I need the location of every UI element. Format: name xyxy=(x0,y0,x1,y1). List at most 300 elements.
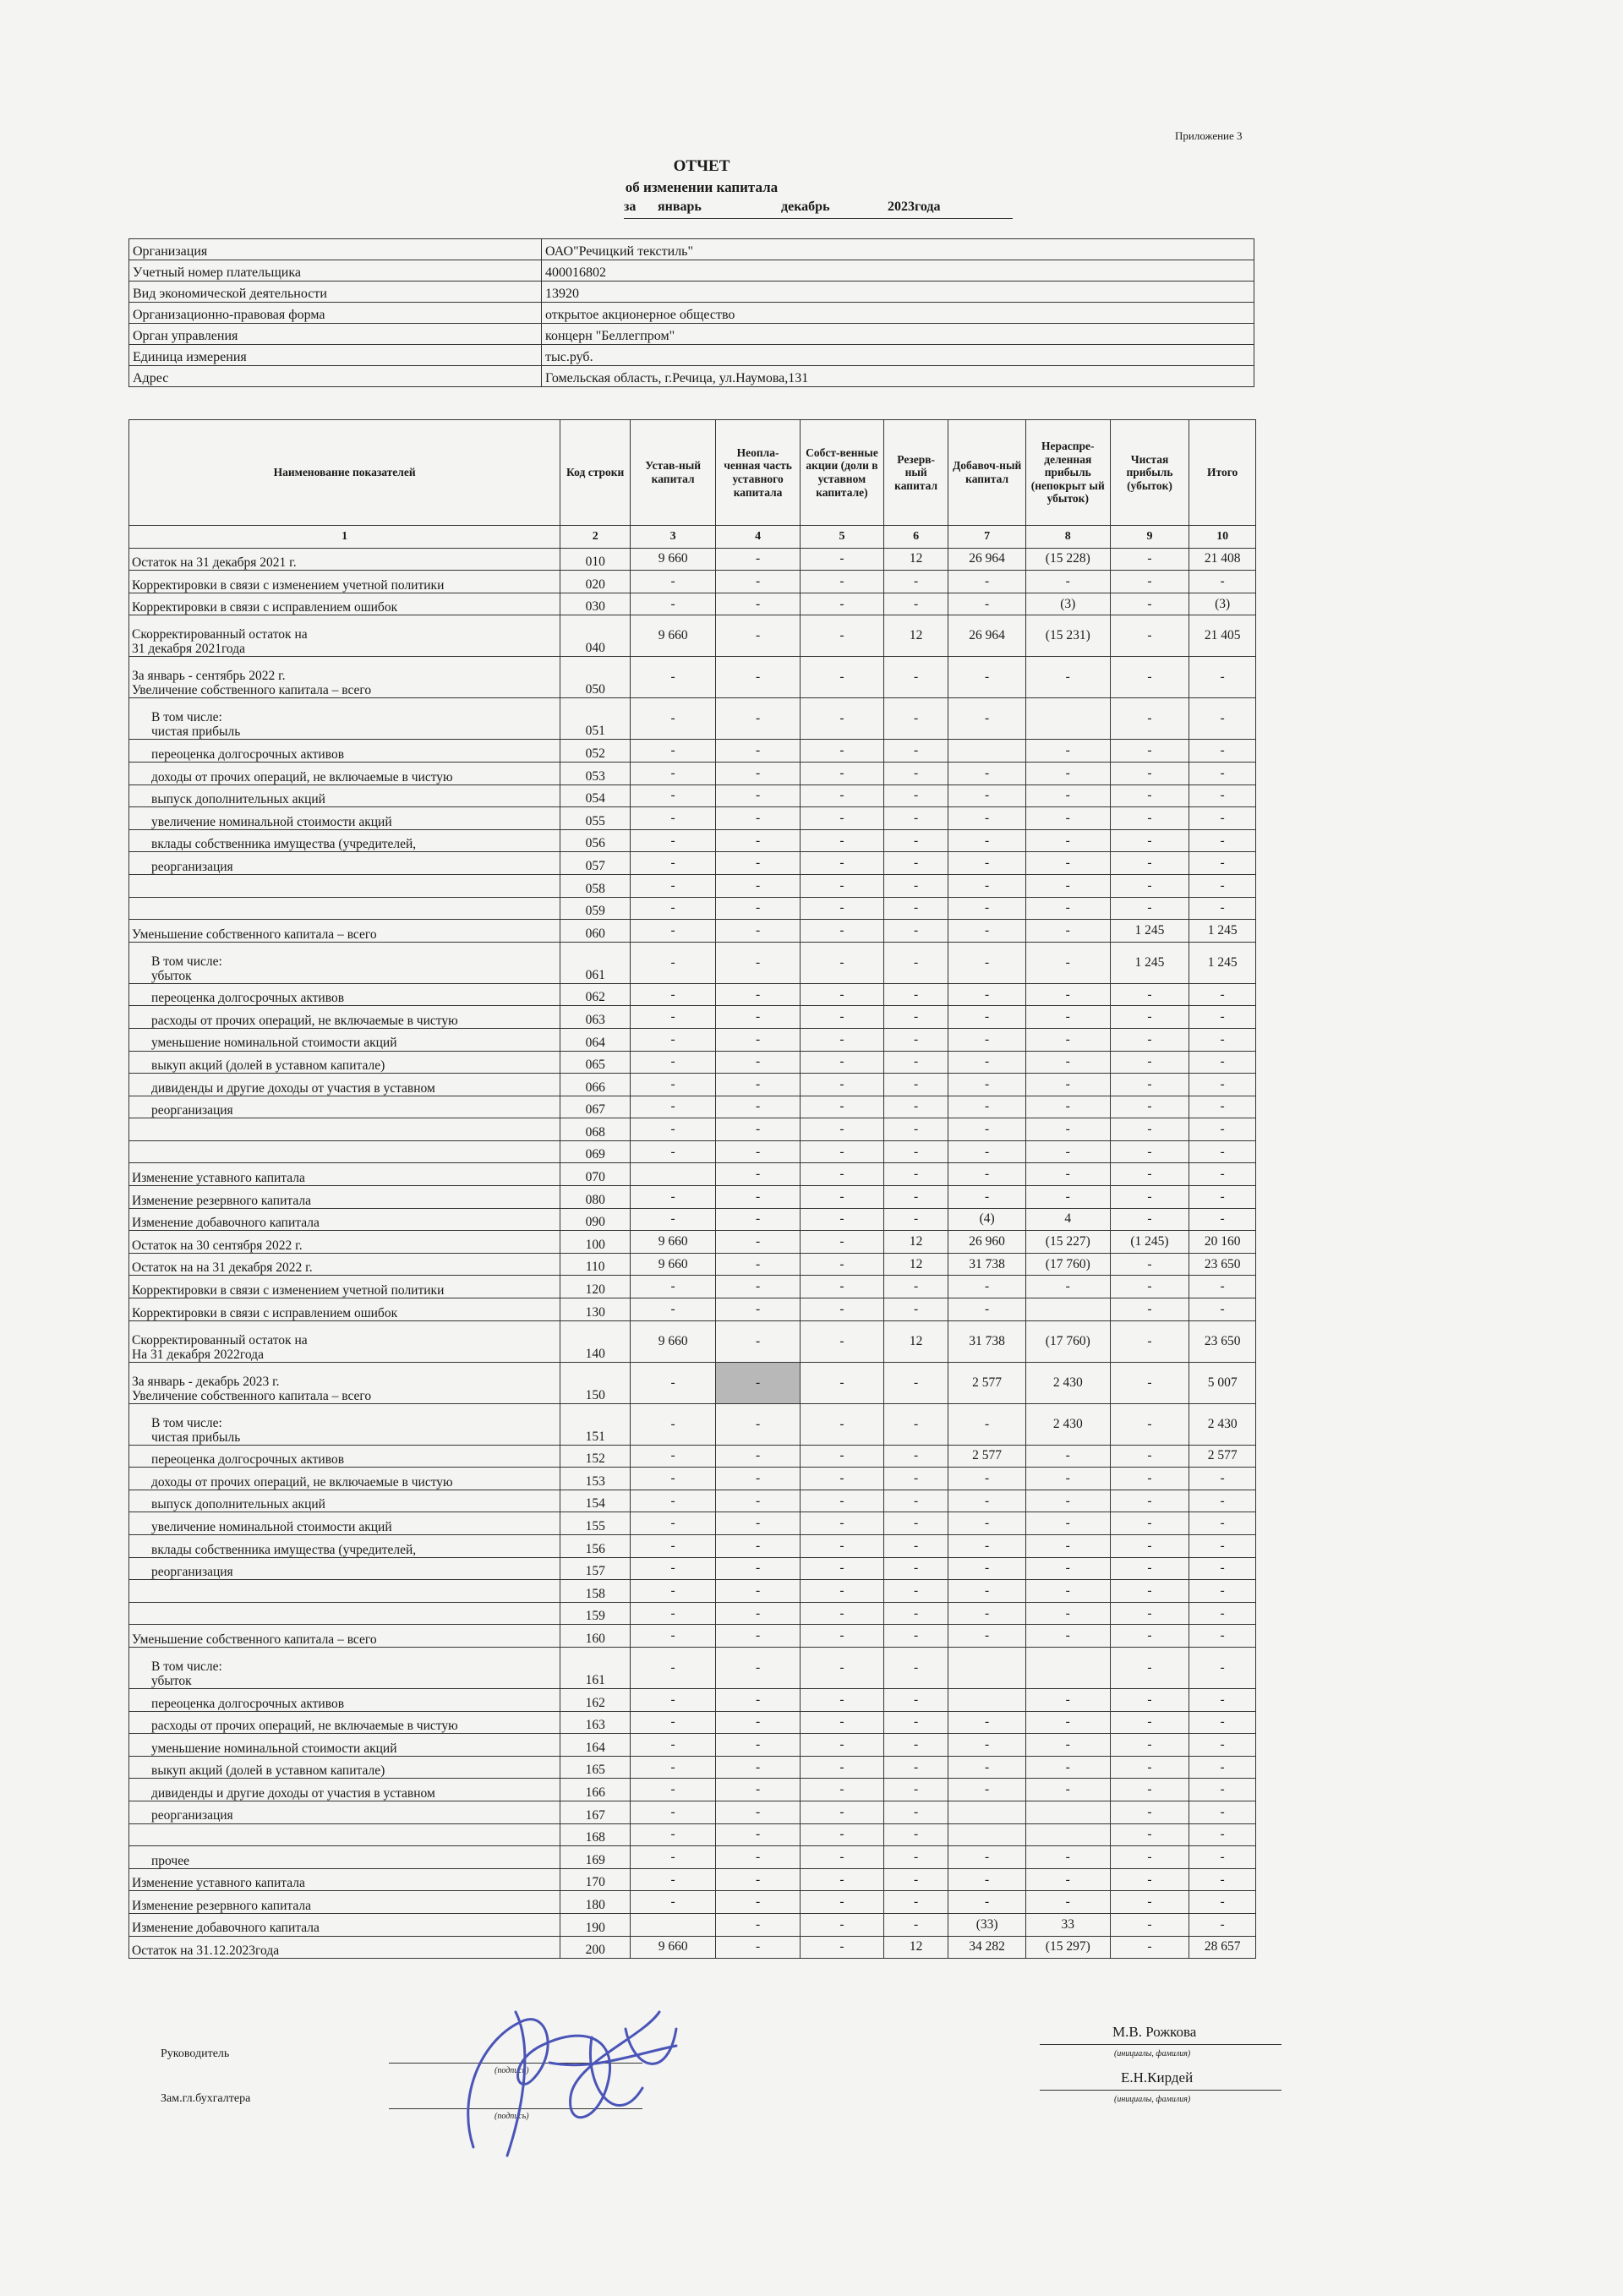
row-value: - xyxy=(948,1625,1025,1648)
row-value: - xyxy=(801,1625,884,1648)
row-code: 100 xyxy=(560,1231,631,1254)
table-row xyxy=(129,698,1256,740)
row-code: 154 xyxy=(560,1490,631,1512)
row-value: - xyxy=(948,1535,1025,1558)
row-value: - xyxy=(1189,983,1256,1006)
row-value: - xyxy=(883,1512,948,1535)
row-value: - xyxy=(801,548,884,571)
capital-changes-table xyxy=(128,419,1256,1959)
row-value: - xyxy=(883,1186,948,1209)
row-value: - xyxy=(883,1868,948,1891)
row-value: - xyxy=(1189,1756,1256,1779)
row-value: - xyxy=(631,1779,716,1801)
row-value: 23 650 xyxy=(1189,1320,1256,1362)
row-value: - xyxy=(801,897,884,920)
row-value: - xyxy=(801,1186,884,1209)
row-value: - xyxy=(1025,942,1110,983)
row-value: - xyxy=(716,1140,801,1163)
row-value: 26 964 xyxy=(948,548,1025,571)
column-number: 10 xyxy=(1189,526,1256,549)
row-value: - xyxy=(1110,762,1189,784)
row-value: - xyxy=(1025,920,1110,943)
column-number: 6 xyxy=(883,526,948,549)
row-value: - xyxy=(948,1118,1025,1141)
row-value: - xyxy=(716,571,801,593)
row-value: - xyxy=(1025,1468,1110,1490)
row-value: - xyxy=(716,1028,801,1051)
row-value: - xyxy=(948,571,1025,593)
row-value xyxy=(1025,1823,1110,1846)
row-value: - xyxy=(631,983,716,1006)
row-code: 170 xyxy=(560,1868,631,1891)
table-row xyxy=(129,1823,1256,1846)
row-value: - xyxy=(801,1006,884,1029)
row-code: 056 xyxy=(560,829,631,852)
row-value: - xyxy=(883,571,948,593)
row-code: 152 xyxy=(560,1445,631,1468)
row-name: Корректировки в связи с исправлением ошибок xyxy=(129,593,560,615)
row-value: - xyxy=(948,1490,1025,1512)
row-value: - xyxy=(883,1647,948,1688)
row-code: 110 xyxy=(560,1253,631,1276)
row-value: - xyxy=(948,1403,1025,1445)
row-value: - xyxy=(948,1186,1025,1209)
table-row xyxy=(129,1602,1256,1625)
row-value: - xyxy=(1189,1163,1256,1186)
row-value: - xyxy=(948,1779,1025,1801)
row-value: - xyxy=(883,740,948,763)
row-value: - xyxy=(948,920,1025,943)
row-value: - xyxy=(631,762,716,784)
row-value: - xyxy=(716,897,801,920)
row-code: 169 xyxy=(560,1846,631,1869)
row-value: - xyxy=(948,698,1025,740)
row-value: - xyxy=(1110,1535,1189,1558)
table-row xyxy=(129,852,1256,875)
row-value: - xyxy=(1189,1602,1256,1625)
row-value: - xyxy=(801,1891,884,1914)
row-value: - xyxy=(801,1320,884,1362)
row-value: - xyxy=(1025,1625,1110,1648)
row-value: - xyxy=(716,874,801,897)
row-code: 060 xyxy=(560,920,631,943)
row-name: Изменение уставного капитала xyxy=(129,1868,560,1891)
table-row xyxy=(129,1445,1256,1468)
row-value: (17 760) xyxy=(1025,1320,1110,1362)
row-value: - xyxy=(883,1823,948,1846)
row-value: - xyxy=(1025,1734,1110,1757)
row-value: - xyxy=(631,571,716,593)
table-row xyxy=(129,1756,1256,1779)
row-code: 010 xyxy=(560,548,631,571)
row-value: - xyxy=(1025,1580,1110,1603)
row-value: 12 xyxy=(883,1936,948,1959)
row-value: - xyxy=(1189,1734,1256,1757)
table-row xyxy=(129,1298,1256,1321)
row-name: Остаток на 30 сентября 2022 г. xyxy=(129,1231,560,1254)
row-value: - xyxy=(1110,740,1189,763)
row-code: 151 xyxy=(560,1403,631,1445)
row-value: 12 xyxy=(883,1253,948,1276)
row-value: (33) xyxy=(948,1913,1025,1936)
row-name: В том числе: чистая прибыль xyxy=(129,1403,560,1445)
row-value: - xyxy=(1189,897,1256,920)
row-code: 130 xyxy=(560,1298,631,1321)
row-value: - xyxy=(631,1512,716,1535)
row-name xyxy=(129,1140,560,1163)
row-name: увеличение номинальной стоимости акций xyxy=(129,807,560,830)
row-value: - xyxy=(883,897,948,920)
column-header: Собст-венные акции (доли в уставном капитале) xyxy=(801,420,884,526)
row-value: - xyxy=(948,1074,1025,1096)
row-value: - xyxy=(1025,1186,1110,1209)
row-value: - xyxy=(883,1846,948,1869)
row-value: - xyxy=(883,1913,948,1936)
row-value: 9 660 xyxy=(631,615,716,657)
row-value: - xyxy=(948,1163,1025,1186)
table-row xyxy=(129,1779,1256,1801)
row-value: 12 xyxy=(883,1231,948,1254)
period-year: 2023года xyxy=(888,200,941,214)
row-value: - xyxy=(1110,1403,1189,1445)
row-value: - xyxy=(801,1028,884,1051)
row-value: - xyxy=(801,1163,884,1186)
row-value: - xyxy=(883,1362,948,1403)
table-row xyxy=(129,657,1256,698)
row-value: - xyxy=(801,698,884,740)
org-info-row xyxy=(129,366,1254,387)
row-value: - xyxy=(716,829,801,852)
table-row xyxy=(129,874,1256,897)
row-name: переоценка долгосрочных активов xyxy=(129,983,560,1006)
table-row xyxy=(129,1231,1256,1254)
handwritten-signature-icon xyxy=(423,1961,693,2173)
row-value: - xyxy=(716,1163,801,1186)
row-value: - xyxy=(1025,1276,1110,1298)
table-row xyxy=(129,1208,1256,1231)
row-name xyxy=(129,1118,560,1141)
row-value xyxy=(1025,1801,1110,1823)
row-value: - xyxy=(1110,1320,1189,1362)
row-code: 165 xyxy=(560,1756,631,1779)
row-code: 059 xyxy=(560,897,631,920)
row-value: - xyxy=(883,1580,948,1603)
table-row xyxy=(129,762,1256,784)
row-value: - xyxy=(948,1140,1025,1163)
row-value: - xyxy=(1110,1846,1189,1869)
row-value: - xyxy=(716,983,801,1006)
row-value: - xyxy=(1110,1362,1189,1403)
row-code: 158 xyxy=(560,1580,631,1603)
row-value: - xyxy=(801,874,884,897)
row-value: - xyxy=(716,1891,801,1914)
row-value: - xyxy=(631,1006,716,1029)
row-value: - xyxy=(883,1711,948,1734)
row-value: - xyxy=(631,1445,716,1468)
row-value: - xyxy=(1110,1823,1189,1846)
row-value: - xyxy=(716,548,801,571)
row-value: - xyxy=(716,1512,801,1535)
row-code: 155 xyxy=(560,1512,631,1535)
row-value: - xyxy=(883,1028,948,1051)
row-value: - xyxy=(948,874,1025,897)
row-value: - xyxy=(948,1028,1025,1051)
row-value: - xyxy=(801,1846,884,1869)
row-value: - xyxy=(1189,1074,1256,1096)
row-value: 31 738 xyxy=(948,1253,1025,1276)
table-row xyxy=(129,1006,1256,1029)
row-value: - xyxy=(631,593,716,615)
row-value: - xyxy=(1189,1625,1256,1648)
row-value: - xyxy=(1025,829,1110,852)
row-value: - xyxy=(1110,1913,1189,1936)
row-value: - xyxy=(631,1688,716,1711)
table-row xyxy=(129,1891,1256,1914)
row-code: 061 xyxy=(560,942,631,983)
column-header: Неопла-ченная часть уставного капитала xyxy=(716,420,801,526)
table-row xyxy=(129,1051,1256,1074)
row-value: - xyxy=(1189,657,1256,698)
row-value: - xyxy=(1110,1118,1189,1141)
row-value: 26 964 xyxy=(948,615,1025,657)
row-value: - xyxy=(716,1253,801,1276)
row-value: - xyxy=(631,740,716,763)
row-value: 26 960 xyxy=(948,1231,1025,1254)
row-value: - xyxy=(883,1298,948,1321)
row-value: - xyxy=(1025,1688,1110,1711)
row-value: - xyxy=(883,1625,948,1648)
row-value: - xyxy=(1025,1096,1110,1118)
row-value: - xyxy=(883,852,948,875)
row-value: - xyxy=(801,829,884,852)
column-header: Добавоч-ный капитал xyxy=(948,420,1025,526)
row-name xyxy=(129,897,560,920)
row-name: вклады собственника имущества (учредителей, xyxy=(129,829,560,852)
row-value: - xyxy=(883,829,948,852)
row-value: (15 227) xyxy=(1025,1231,1110,1254)
row-value: - xyxy=(631,1118,716,1141)
report-title: ОТЧЕТ xyxy=(673,157,730,175)
column-number: 7 xyxy=(948,526,1025,549)
row-value: - xyxy=(1110,874,1189,897)
row-value: - xyxy=(1189,1688,1256,1711)
row-value: - xyxy=(948,829,1025,852)
row-value: - xyxy=(883,1688,948,1711)
row-value: - xyxy=(631,1403,716,1445)
row-value: - xyxy=(631,1734,716,1757)
row-name: Изменение резервного капитала xyxy=(129,1891,560,1914)
row-value: - xyxy=(1110,1445,1189,1468)
row-value: - xyxy=(716,1074,801,1096)
row-value: - xyxy=(948,897,1025,920)
row-name: переоценка долгосрочных активов xyxy=(129,1445,560,1468)
row-value: 9 660 xyxy=(631,1231,716,1254)
row-name: реорганизация xyxy=(129,1096,560,1118)
row-value: - xyxy=(716,1936,801,1959)
org-info-label: Организация xyxy=(129,239,542,260)
row-name: дивиденды и другие доходы от участия в уставном xyxy=(129,1779,560,1801)
accountant-name: Е.Н.Кирдей xyxy=(1121,2069,1194,2086)
accountant-signature-hint: (подпись) xyxy=(495,2112,529,2121)
table-row xyxy=(129,1362,1256,1403)
row-value: - xyxy=(631,1298,716,1321)
row-value: - xyxy=(1110,829,1189,852)
column-header: Чистая прибыль (убыток) xyxy=(1110,420,1189,526)
row-value: - xyxy=(801,983,884,1006)
row-value: - xyxy=(948,1846,1025,1869)
column-number: 8 xyxy=(1025,526,1110,549)
row-value: - xyxy=(716,807,801,830)
row-value: - xyxy=(801,1140,884,1163)
row-value: - xyxy=(1110,1868,1189,1891)
row-value: - xyxy=(1025,1711,1110,1734)
row-value: - xyxy=(1110,1490,1189,1512)
row-value: - xyxy=(883,1445,948,1468)
row-value: - xyxy=(716,1625,801,1648)
row-value: - xyxy=(801,1823,884,1846)
row-value: - xyxy=(801,1118,884,1141)
row-value: 21 408 xyxy=(1189,548,1256,571)
row-code: 055 xyxy=(560,807,631,830)
row-value: - xyxy=(716,1445,801,1468)
table-row xyxy=(129,1535,1256,1558)
row-value: - xyxy=(801,1445,884,1468)
row-code: 190 xyxy=(560,1913,631,1936)
row-code: 140 xyxy=(560,1320,631,1362)
row-value: 2 430 xyxy=(1025,1403,1110,1445)
row-value: - xyxy=(1110,593,1189,615)
row-value: - xyxy=(1110,1186,1189,1209)
row-value: - xyxy=(1110,1074,1189,1096)
row-value: - xyxy=(1189,1490,1256,1512)
row-value: - xyxy=(948,784,1025,807)
row-code: 157 xyxy=(560,1557,631,1580)
row-name: уменьшение номинальной стоимости акций xyxy=(129,1028,560,1051)
row-value: - xyxy=(801,920,884,943)
row-value: - xyxy=(716,1468,801,1490)
row-value: - xyxy=(1189,1208,1256,1231)
row-code: 080 xyxy=(560,1186,631,1209)
row-value: - xyxy=(631,942,716,983)
org-info-label: Вид экономической деятельности xyxy=(129,282,542,303)
row-code: 020 xyxy=(560,571,631,593)
row-value: - xyxy=(631,829,716,852)
row-value: - xyxy=(1110,807,1189,830)
row-value: - xyxy=(631,1490,716,1512)
row-value: - xyxy=(631,1602,716,1625)
row-name: За январь - декабрь 2023 г. Увеличение собственного капитала – всего xyxy=(129,1362,560,1403)
row-value: 34 282 xyxy=(948,1936,1025,1959)
row-name: Остаток на 31.12.2023года xyxy=(129,1936,560,1959)
row-name xyxy=(129,1602,560,1625)
head-name: М.В. Рожкова xyxy=(1112,2024,1197,2040)
row-value: - xyxy=(883,657,948,698)
table-row xyxy=(129,1163,1256,1186)
row-value: - xyxy=(1025,784,1110,807)
column-number: 9 xyxy=(1110,526,1189,549)
row-value: - xyxy=(883,1602,948,1625)
row-value: 5 007 xyxy=(1189,1362,1256,1403)
row-value: - xyxy=(631,1557,716,1580)
org-info-value: 400016802 xyxy=(542,260,1254,282)
row-value: 2 577 xyxy=(948,1362,1025,1403)
row-name: Уменьшение собственного капитала – всего xyxy=(129,1625,560,1648)
row-value: - xyxy=(1025,1006,1110,1029)
row-value: 28 657 xyxy=(1189,1936,1256,1959)
row-value: - xyxy=(631,1276,716,1298)
row-code: 030 xyxy=(560,593,631,615)
row-value: - xyxy=(1025,1868,1110,1891)
row-name: расходы от прочих операций, не включаемые в чистую xyxy=(129,1711,560,1734)
row-value: - xyxy=(716,762,801,784)
row-value: - xyxy=(716,1490,801,1512)
row-value: - xyxy=(1189,1051,1256,1074)
row-value: - xyxy=(1189,784,1256,807)
org-info-row xyxy=(129,303,1254,324)
row-value: - xyxy=(631,1647,716,1688)
org-info-value: ОАО"Речицкий текстиль" xyxy=(542,239,1254,260)
row-value: - xyxy=(801,657,884,698)
row-value: - xyxy=(801,1734,884,1757)
row-value: 9 660 xyxy=(631,548,716,571)
row-code: 066 xyxy=(560,1074,631,1096)
row-value: - xyxy=(716,698,801,740)
row-value: - xyxy=(948,1096,1025,1118)
row-value: - xyxy=(1110,1468,1189,1490)
row-value: - xyxy=(716,1403,801,1445)
org-info-row xyxy=(129,260,1254,282)
row-value: - xyxy=(1189,1557,1256,1580)
row-value: - xyxy=(883,1140,948,1163)
row-value: - xyxy=(716,784,801,807)
row-value: - xyxy=(716,1051,801,1074)
row-name: расходы от прочих операций, не включаемые в чистую xyxy=(129,1006,560,1029)
org-info-row xyxy=(129,345,1254,366)
row-value: - xyxy=(631,1625,716,1648)
row-value: - xyxy=(1110,1602,1189,1625)
row-value: - xyxy=(1025,1891,1110,1914)
row-value: - xyxy=(631,657,716,698)
row-value: 4 xyxy=(1025,1208,1110,1231)
row-code: 180 xyxy=(560,1891,631,1914)
table-row xyxy=(129,1140,1256,1163)
row-value: - xyxy=(801,1403,884,1445)
row-value: - xyxy=(631,920,716,943)
row-name: переоценка долгосрочных активов xyxy=(129,1688,560,1711)
row-value: 9 660 xyxy=(631,1253,716,1276)
table-row xyxy=(129,571,1256,593)
row-value: - xyxy=(883,1403,948,1445)
period-to: декабрь xyxy=(781,200,830,214)
row-name: выпуск дополнительных акций xyxy=(129,1490,560,1512)
row-value: - xyxy=(1110,1891,1189,1914)
row-value: - xyxy=(1025,571,1110,593)
row-value: - xyxy=(1025,807,1110,830)
row-value: - xyxy=(1189,698,1256,740)
row-value: - xyxy=(883,1490,948,1512)
row-value: - xyxy=(1110,1276,1189,1298)
row-value: - xyxy=(1025,1846,1110,1869)
row-value: - xyxy=(801,1096,884,1118)
row-code: 159 xyxy=(560,1602,631,1625)
table-row xyxy=(129,1028,1256,1051)
row-value: - xyxy=(1110,1580,1189,1603)
row-code: 068 xyxy=(560,1118,631,1141)
table-row xyxy=(129,1936,1256,1959)
row-value: - xyxy=(631,852,716,875)
row-value: - xyxy=(1110,548,1189,571)
row-code: 090 xyxy=(560,1208,631,1231)
